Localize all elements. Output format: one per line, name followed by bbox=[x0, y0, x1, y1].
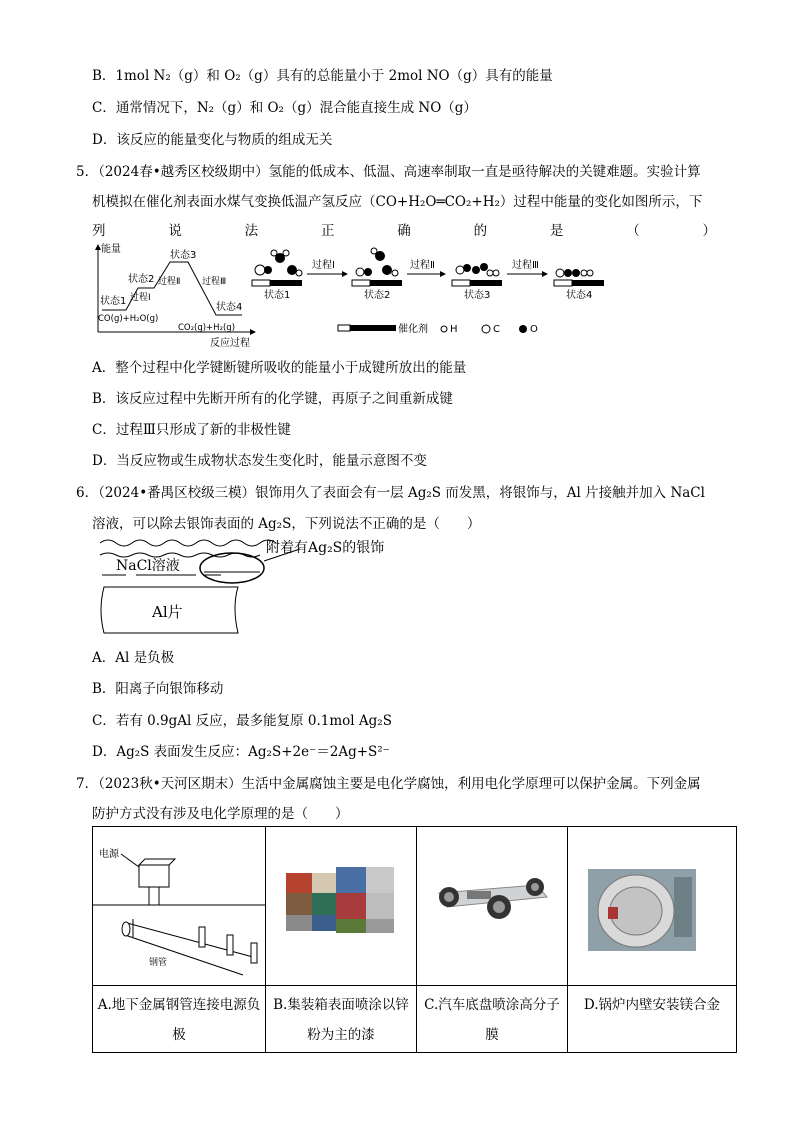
silver-label: 附着有Ag₂S的银饰 bbox=[266, 540, 385, 556]
svg-text:H: H bbox=[450, 324, 458, 335]
reactant-label: CO(g)+H₂O(g) bbox=[98, 314, 159, 324]
q5-stem-line3 bbox=[92, 219, 716, 239]
process1-label: 过程Ⅰ bbox=[130, 293, 151, 303]
state3-caption: 状态3 bbox=[464, 290, 491, 301]
svg-text:C: C bbox=[493, 324, 500, 335]
state1-model bbox=[252, 250, 302, 286]
process2-label: 过程Ⅱ bbox=[158, 277, 181, 287]
state1-label: 状态1 bbox=[100, 296, 127, 307]
power-label: 电源 bbox=[99, 849, 119, 860]
q5-option-a: A．整个过程中化学键断键所吸收的能量小于成键所放出的能量 bbox=[92, 360, 467, 376]
q6-figure bbox=[96, 535, 406, 635]
power-box bbox=[139, 865, 169, 887]
q5-word: 确 bbox=[397, 223, 411, 239]
q5-word: ） bbox=[702, 223, 716, 239]
q5-word: 的 bbox=[473, 223, 488, 239]
arrow-process2: 过程Ⅱ bbox=[410, 260, 435, 271]
q4-option-d: D．该反应的能量变化与物质的组成无关 bbox=[92, 132, 333, 148]
q6-option-d: D．Ag₂S 表面发生反应：Ag₂S+2e⁻＝2Ag+S²⁻ bbox=[92, 744, 390, 760]
q5-word: 说 bbox=[168, 223, 182, 239]
container-photo bbox=[266, 827, 416, 985]
q5-stem-line1: 5．（2024春•越秀区校级期中）氢能的低成本、低温、高速率制取一直是亟待解决的关键难题。实验计算 bbox=[76, 164, 701, 180]
y-axis-label: 能量 bbox=[101, 244, 121, 255]
q5-word: 法 bbox=[244, 223, 259, 239]
state2-label: 状态2 bbox=[128, 274, 155, 285]
x-axis-label: 反应过程 bbox=[210, 338, 250, 349]
option-a-caption: A.地下金属钢管连接电源负极 bbox=[97, 997, 261, 1043]
arrow-process3: 过程Ⅲ bbox=[512, 260, 539, 271]
pipe-diagram bbox=[93, 827, 265, 985]
q5-option-d: D．当反应物或生成物状态发生变化时，能量示意图不变 bbox=[92, 453, 427, 469]
process3-label: 过程Ⅲ bbox=[202, 277, 227, 287]
option-c-caption: C.汽车底盘喷涂高分子膜 bbox=[424, 997, 560, 1043]
state4-label: 状态4 bbox=[216, 302, 243, 313]
state2-caption: 状态2 bbox=[364, 290, 391, 301]
q5-word: 列 bbox=[92, 223, 106, 239]
q6-option-a: A．Al 是负极 bbox=[92, 650, 175, 666]
q6-option-b: B．阳离子向银饰移动 bbox=[92, 681, 224, 697]
q6-option-c: C．若有 0.9gAl 反应，最多能复原 0.1mol Ag₂S bbox=[92, 713, 392, 729]
q6-stem-line1: 6．（2024•番禺区校级三模）银饰用久了表面会有一层 Ag₂S 而发黑，将银饰与，Al 片接触并加入 NaCl bbox=[76, 485, 705, 501]
state4-model bbox=[554, 269, 604, 286]
state4-caption: 状态4 bbox=[566, 290, 593, 301]
q6-stem-line2: 溶液，可以除去银饰表面的 Ag₂S，下列说法不正确的是（ ） bbox=[92, 516, 481, 532]
svg-text:O: O bbox=[530, 324, 538, 335]
q5-option-c: C．过程Ⅲ只形成了新的非极性键 bbox=[92, 422, 291, 438]
q5-option-b: B．该反应过程中先断开所有的化学键，再原子之间重新成键 bbox=[92, 391, 453, 407]
al-label: Al片 bbox=[152, 603, 183, 621]
car-chassis-photo bbox=[417, 827, 567, 985]
figure-legend bbox=[338, 322, 538, 335]
state3-model bbox=[452, 263, 502, 286]
state2-model bbox=[352, 248, 402, 286]
option-d-caption: D.锅炉内壁安装镁合金 bbox=[583, 997, 721, 1013]
state3-label: 状态3 bbox=[170, 250, 197, 261]
option-b-caption: B.集装箱表面喷涂以锌粉为主的漆 bbox=[273, 997, 409, 1043]
q4-option-b: B．1mol N₂（g）和 O₂（g）具有的总能量小于 2mol NO（g）具有的能量 bbox=[92, 68, 553, 84]
q5-word: 是 bbox=[549, 223, 564, 239]
q5-word: 正 bbox=[320, 223, 335, 239]
q7-options-table bbox=[92, 826, 737, 1053]
boiler-photo bbox=[568, 827, 736, 985]
silver-ornament bbox=[200, 553, 264, 583]
x-axis-arrow bbox=[250, 329, 256, 335]
nacl-solution-label: NaCl溶液 bbox=[116, 558, 180, 574]
svg-text:催化剂: 催化剂 bbox=[398, 324, 428, 335]
q7-stem-line1: 7．（2023秋•天河区期末）生活中金属腐蚀主要是电化学腐蚀，利用电化学原理可以保护金属。下列金属 bbox=[76, 776, 701, 792]
product-label: CO₂(g)+H₂(g) bbox=[178, 323, 236, 333]
pipe-label: 钢管 bbox=[149, 958, 168, 968]
arrow-process1: 过程Ⅰ bbox=[312, 260, 335, 271]
state1-caption: 状态1 bbox=[264, 290, 291, 301]
q5-energy-figure bbox=[92, 240, 632, 350]
q4-option-c: C．通常情况下，N₂（g）和 O₂（g）混合能直接生成 NO（g） bbox=[92, 100, 477, 116]
q5-stem-line2: 机模拟在催化剂表面水煤气变换低温产氢反应（CO+H₂O═CO₂+H₂）过程中能量的变化如图所示，下 bbox=[92, 194, 703, 210]
q7-stem-line2: 防护方式没有涉及电化学原理的是（ ） bbox=[92, 806, 349, 822]
q5-word: （ bbox=[626, 223, 640, 239]
